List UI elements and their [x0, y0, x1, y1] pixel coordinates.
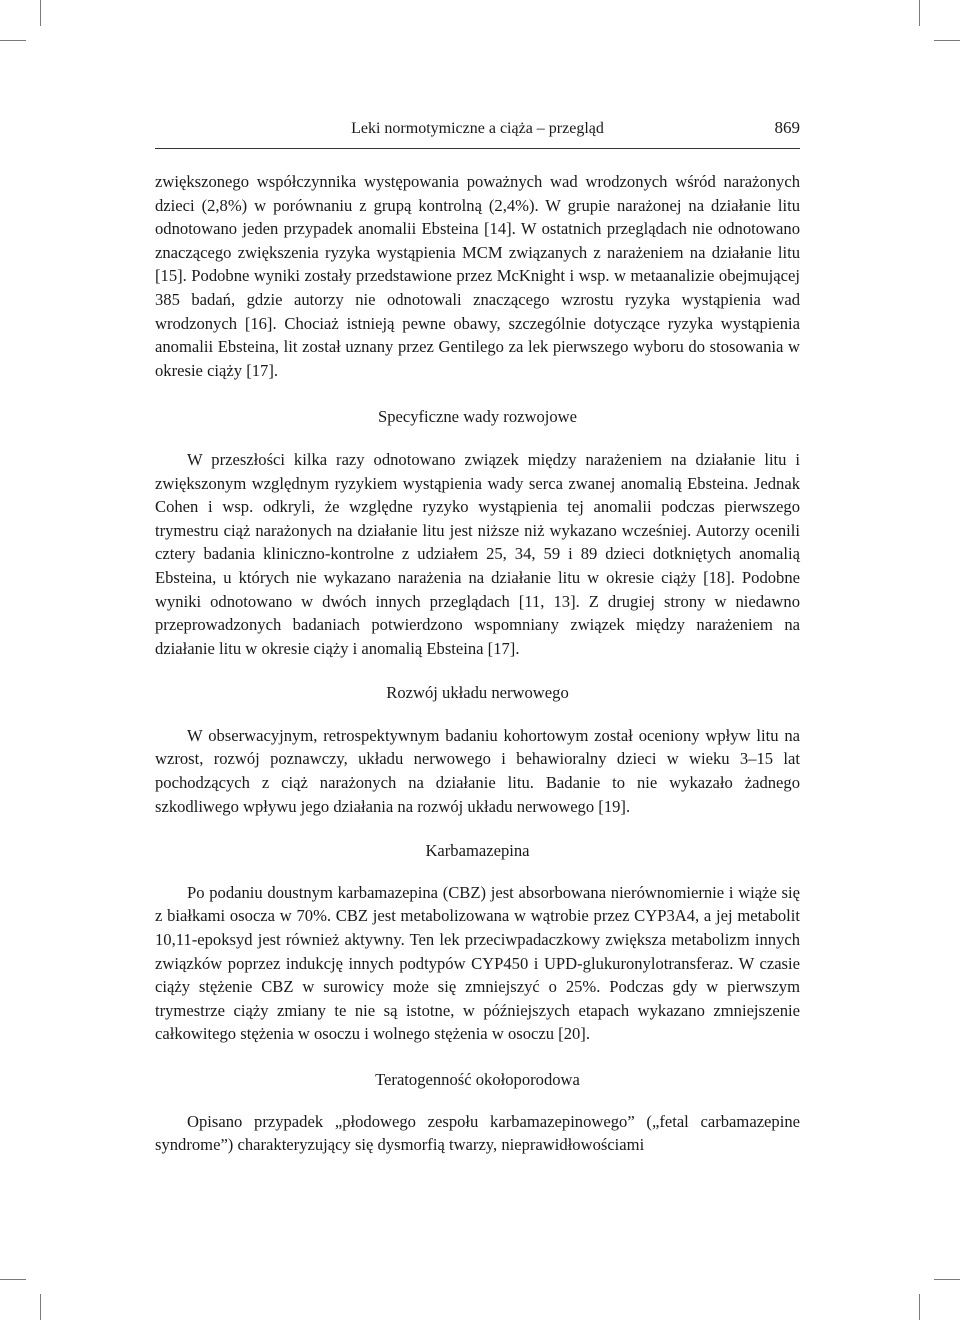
section-heading-nerwowy: Rozwój układu nerwowego	[386, 683, 569, 703]
paragraph-wady: W przeszłości kilka razy odnotowano związek między narażeniem na działanie litu i zwiększonym względnym ryzykiem wystąpienia wady serca zwanej anomalią Ebsteina. Jednak Cohen i wsp. odkryli, że względne ryzyko wystąpienia tej anomalii podczas pierwszego trymestru ciąż narażonych na działanie litu jest niższe niż wykazano wcześniej. Autorzy ocenili cztery badania kliniczno-kontrolne z udziałem 25, 34, 59 i 89 dzieci dotkniętych anomalią Ebsteina, u których nie wykazano narażenia na działanie litu w okresie ciąży [18]. Podobne wyniki odnotowano w dwóch innych przeglądach [11, 13]. Z drugiej strony w niedawno przeprowadzonych badaniach potwierdzono wspomniany związek między narażeniem na działanie litu w okresie ciąży i anomalią Ebsteina [17].	[155, 449, 800, 658]
paragraph-karbamazepina: Po podaniu doustnym karbamazepina (CBZ) jest absorbowana nierównomiernie i wiąże się z białkami osocza w 70%. CBZ jest metabolizowana w wątrobie przez CYP3A4, a jej metabolit 10,11-epoksyd jest również aktywny. Ten lek przeciwpadaczkowy zwiększa metabolizm innych związków poprzez indukcję innych podtypów CYP450 i UPD-glukuronylotransferaz. W czasie ciąży stężenie CBZ w surowicy może się zmniejszyć o 25%. Podczas gdy w pierwszym trymestrze ciąży zmiany te nie są istotne, w późniejszych etapach wykazano zmniejszenie całkowitego stężenia w osoczu i wolnego stężenia w osoczu [20].	[155, 882, 800, 1044]
page-number: 869	[774, 118, 800, 137]
paragraph-teratogennosc: Opisano przypadek „płodowego zespołu karbamazepinowego” („fetal carbamazepine syndrome”) charakteryzujący się dysmorfią twarzy, nieprawidłowościami	[155, 1111, 800, 1155]
crop-mark-top-left	[40, 0, 41, 26]
running-header	[155, 118, 800, 149]
crop-mark-bottom-left	[40, 1294, 41, 1320]
paragraph-nerwowy: W obserwacyjnym, retrospektywnym badaniu kohortowym został oceniony wpływ litu na wzrost, rozwój poznawczy, układu nerwowego i behawioralny dzieci w wieku 3–15 lat pochodzących z ciąż narażonych na działanie litu. Badanie to nie wykazało żadnego szkodliwego wpływu jego działania na rozwój układu nerwowego [19].	[155, 725, 800, 816]
crop-mark-left-upper	[0, 40, 26, 41]
body-text	[155, 170, 800, 1157]
section-heading-karbamazepina: Karbamazepina	[425, 841, 530, 861]
crop-mark-bottom-right	[919, 1294, 920, 1320]
crop-mark-top-right	[919, 0, 920, 26]
section-heading-teratogennosc: Teratogenność okołoporodowa	[375, 1070, 580, 1089]
paragraph-intro: zwiększonego współczynnika występowania poważnych wad wrodzonych wśród narażonych dzieci (2,8%) w porównaniu z grupą kontrolną (2,4%). W grupie narażonej na działanie litu odnotowano jeden przypadek anomalii Ebsteina [14]. W ostatnich przeglądach nie odnotowano znaczącego zwiększenia ryzyka wystąpienia MCM związanych z narażeniem na działanie litu [15]. Podobne wyniki zostały przedstawione przez McKnight i wsp. w metaanalizie obejmującej 385 badań, gdzie autorzy nie odnotowali znaczącego wzrostu ryzyka wystąpienia wad wrodzonych [16]. Chociaż istnieją pewne obawy, szczególnie dotyczące ryzyka wystąpienia anomalii Ebsteina, lit został uznany przez Gentilego za lek pierwszego wyboru do stosowania w okresie ciąży [17].	[155, 172, 800, 380]
crop-mark-left-lower	[0, 1279, 26, 1280]
section-heading-wady: Specyficzne wady rozwojowe	[377, 407, 578, 427]
crop-mark-right-lower	[934, 1279, 960, 1280]
running-title: Leki normotymiczne a ciąża – przegląd	[351, 120, 604, 137]
crop-mark-right-upper	[934, 40, 960, 41]
